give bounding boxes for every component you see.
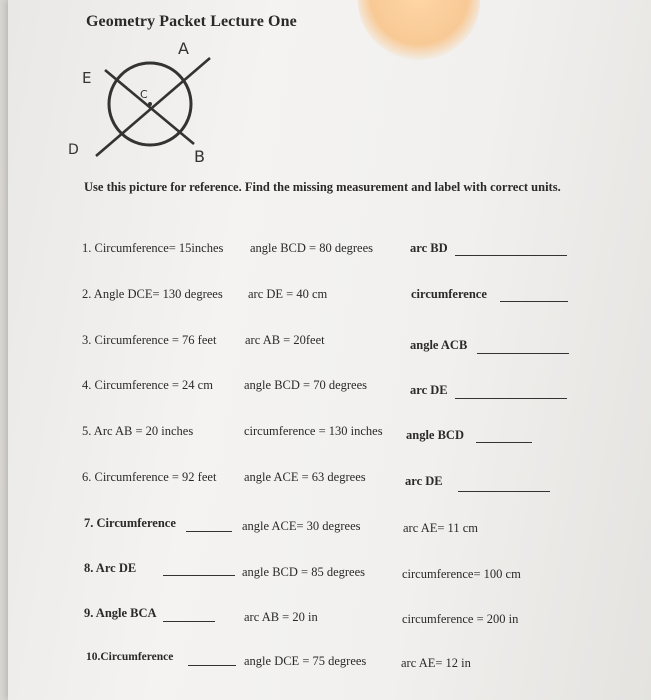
find-label: angle BCD [406,428,464,442]
find-label: arc DE [405,474,443,488]
given-1: angle BCD = 85 degrees [242,565,365,579]
answer-blank[interactable] [476,430,532,443]
given-1: 6. Circumference = 92 feet [82,470,217,484]
find-label: arc BD [410,241,448,255]
find-label: angle ACB [410,338,468,352]
circle-diagram [60,38,230,168]
given-1: angle ACE= 30 degrees [242,519,361,533]
find-label: 8. Arc DE [84,561,137,575]
chord-a-d [96,58,210,156]
given-1: 3. Circumference = 76 feet [82,333,217,347]
problem-row [0,651,651,673]
center-point [148,102,152,106]
answer-blank[interactable] [455,386,567,399]
problem-row [0,378,651,400]
answer-blank[interactable] [458,479,550,492]
instructions: Use this picture for reference. Find the missing measurement and label with correct units. [84,180,561,194]
answer-blank[interactable] [477,341,569,354]
given-2: arc DE = 40 cm [248,287,328,301]
find-label: 10.Circumference [86,651,174,663]
given-2: arc AE= 11 cm [403,521,478,535]
answer-blank[interactable] [500,289,568,302]
problem-row [0,333,651,355]
given-1: 1. Circumference= 15inches [82,241,224,255]
problem-row [0,606,651,628]
problem-row [0,287,651,309]
answer-blank[interactable] [188,653,236,666]
answer-blank[interactable] [163,609,215,622]
answer-blank[interactable] [455,243,567,256]
label-a: A [178,39,189,58]
find-label: circumference [411,287,487,301]
label-c: C [140,88,148,101]
find-label: 9. Angle BCA [84,606,157,620]
given-2: angle BCD = 70 degrees [244,378,367,392]
find-label: arc DE [410,383,448,397]
problem-row [0,470,651,492]
given-2: circumference = 130 inches [244,424,383,438]
page-title: Geometry Packet Lecture One [86,13,297,30]
given-1: 4. Circumference = 24 cm [82,378,213,392]
given-2: arc AE= 12 in [401,656,471,670]
given-1: arc AB = 20 in [244,610,318,624]
problem-row [0,424,651,446]
answer-blank[interactable] [163,563,235,576]
answer-blank[interactable] [186,519,232,532]
problem-row [0,516,651,538]
chord-e-b [105,70,194,144]
problem-row [0,561,651,583]
find-label: 7. Circumference [84,516,176,530]
label-b: B [194,147,205,166]
label-e: E [82,69,92,87]
given-1: 2. Angle DCE= 130 degrees [82,287,223,301]
given-2: angle BCD = 80 degrees [250,241,373,255]
label-d: D [68,142,79,158]
given-1: 5. Arc AB = 20 inches [82,424,194,438]
given-2: arc AB = 20feet [245,333,325,347]
given-2: circumference = 200 in [402,612,519,626]
problem-row [0,241,651,263]
given-1: angle DCE = 75 degrees [244,654,367,668]
given-2: angle ACE = 63 degrees [244,470,366,484]
given-2: circumference= 100 cm [402,567,521,581]
